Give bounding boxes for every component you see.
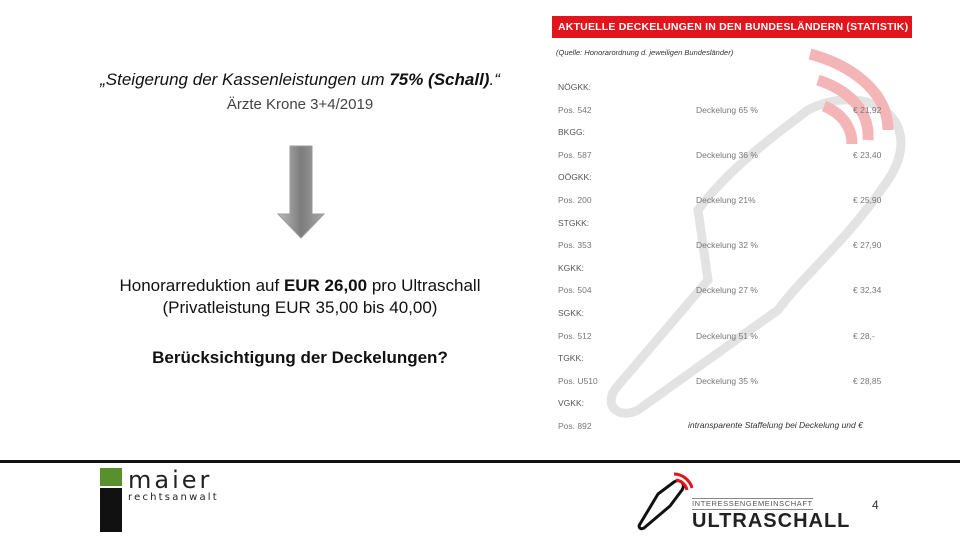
caps-panel-source-note: (Quelle: Honorarordnung d. jeweiligen Bundesländer) bbox=[556, 48, 734, 57]
caps-cell-c1: KGKK: bbox=[558, 262, 584, 273]
caps-cell-c1: NÖGKK: bbox=[558, 82, 592, 92]
caps-region-label bbox=[558, 353, 898, 367]
fee-reduction-text-end: pro Ultraschall bbox=[367, 276, 481, 295]
page-number: 4 bbox=[872, 498, 879, 512]
caps-cell-c2: Deckelung 35 % bbox=[696, 375, 758, 386]
fee-reduction-line1 bbox=[40, 275, 560, 297]
caps-cell-c3: € 27,90 bbox=[853, 240, 882, 251]
ultraschall-logo-name: ULTRASCHALL bbox=[692, 510, 851, 532]
caps-region-label bbox=[558, 263, 898, 277]
caps-region-label bbox=[558, 82, 898, 96]
caps-table-row bbox=[558, 331, 898, 345]
caps-cell-c1: VGKK: bbox=[558, 398, 584, 409]
caps-table-row bbox=[558, 150, 898, 164]
caps-region-label bbox=[558, 398, 898, 412]
caps-cell-c1: Pos. 200 bbox=[558, 195, 592, 205]
maier-logo bbox=[100, 468, 240, 532]
caps-cell-c2: Deckelung 51 % bbox=[696, 330, 758, 341]
maier-logo-name: maier bbox=[128, 466, 213, 494]
ultraschall-logo bbox=[636, 470, 866, 532]
caps-panel bbox=[548, 10, 912, 440]
ultraschall-logo-tagline: INTERESSENGEMEINSCHAFT bbox=[692, 499, 813, 508]
caps-cell-c1: Pos. 512 bbox=[558, 330, 592, 341]
caps-cell-c1: STGKK: bbox=[558, 217, 590, 228]
caps-cell-c1: Pos. 892 bbox=[558, 421, 592, 431]
caps-panel-header: AKTUELLE DECKELUNGEN IN DEN BUNDESLÄNDERN (STATISTIK) bbox=[552, 16, 912, 38]
caps-table-row bbox=[558, 285, 898, 299]
fee-reduction bbox=[40, 275, 560, 319]
caps-region-label bbox=[558, 308, 898, 322]
quote-source: Ärzte Krone 3+4/2019 bbox=[226, 96, 374, 113]
caps-table-row bbox=[558, 376, 898, 390]
caps-cell-c1: SGKK: bbox=[558, 308, 584, 318]
fee-reduction-text: Honorarreduktion auf bbox=[119, 276, 284, 295]
question-text: Berücksichtigung der Deckelungen? bbox=[152, 348, 448, 367]
caps-cell-c2: Deckelung 27 % bbox=[696, 285, 758, 296]
caps-cell-c2: Deckelung 21% bbox=[696, 195, 756, 205]
quote-bold-text: 75% (Schall) bbox=[389, 70, 490, 89]
caps-cell-c1: Pos. U510 bbox=[558, 375, 598, 386]
caps-cell-c1: Pos. 587 bbox=[558, 149, 592, 160]
footer-divider bbox=[0, 460, 960, 463]
caps-table-row bbox=[558, 105, 898, 119]
maier-logo-mark bbox=[100, 468, 124, 532]
fee-reduction-line2: (Privatleistung EUR 35,00 bis 40,00) bbox=[162, 298, 438, 317]
caps-table-row bbox=[558, 195, 898, 209]
maier-logo-subtitle: rechtsanwalt bbox=[128, 492, 219, 503]
caps-region-label bbox=[558, 218, 898, 232]
caps-cell-c1: Pos. 353 bbox=[558, 240, 592, 251]
caps-cell-c3: € 32,34 bbox=[853, 285, 882, 296]
fee-reduction-amount: EUR 26,00 bbox=[283, 276, 368, 295]
caps-table-row bbox=[558, 240, 898, 254]
caps-cell-c1: Pos. 542 bbox=[558, 104, 592, 115]
caps-panel-footer: intransparente Staffelung bei Deckelung und € bbox=[688, 420, 863, 430]
caps-region-label bbox=[558, 172, 898, 186]
down-arrow-icon bbox=[276, 144, 326, 240]
caps-cell-c1: TGKK: bbox=[558, 353, 584, 364]
caps-cell-c1: OÖGKK: bbox=[558, 172, 592, 183]
caps-cell-c2: Deckelung 36 % bbox=[696, 149, 758, 160]
caps-cell-c1: Pos. 504 bbox=[558, 285, 592, 296]
caps-cell-c3: € 21,92 bbox=[853, 104, 882, 115]
quote bbox=[40, 70, 560, 90]
quote-end-text: .“ bbox=[489, 70, 500, 89]
caps-cell-c1: BKGG: bbox=[558, 127, 585, 138]
caps-cell-c3: € 28,85 bbox=[853, 375, 882, 386]
quote-text: „Steigerung der Kassenleistungen um bbox=[100, 70, 390, 89]
caps-cell-c2: Deckelung 65 % bbox=[696, 104, 758, 115]
caps-cell-c3: € 25,90 bbox=[853, 195, 882, 205]
ultrasound-probe-logo-icon bbox=[636, 470, 696, 532]
caps-cell-c3: € 28,- bbox=[853, 330, 875, 341]
caps-region-label bbox=[558, 127, 898, 141]
caps-cell-c3: € 23,40 bbox=[853, 149, 882, 160]
caps-cell-c2: Deckelung 32 % bbox=[696, 240, 758, 251]
